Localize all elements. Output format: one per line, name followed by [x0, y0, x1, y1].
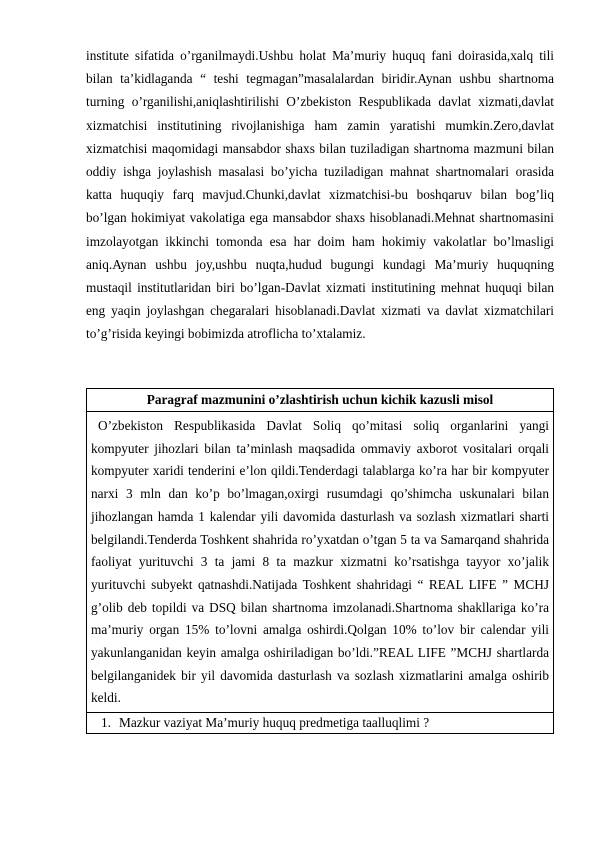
case-study-text: O’zbekiston Respublikasida Davlat Soliq qo’mitasi soliq organlarini yangi kompyuter jihozlari bilan ta’minlash maqsadida ommaviy axborot vositalari orqali kompyuter xaridi tenderini e’lon qildi.Tenderdagi talablarga ko’ra har bir kompyuter narxi 3 mln dan ko’p bo’lmagan,oxirgi rusumdagi qo’shimcha uskunalari bilan jihozlangan hamda 1 kalendar yili davomida dasturlash va sozlash xizmatlari sharti belgilandi.Tenderda Toshkent shahrida ro’yxatdan o’tgan 5 ta va Samarqand shahrida faoliyat yurituvchi 3 ta jami 8 ta mazkur xizmatni ko’rsatishga tayyor xo’jalik yurituvchi subyekt qatnashdi.Natijada Toshkent shahridagi “ REAL LIFE ” MCHJ g’olib deb topildi va DSQ bilan shartnoma imzolanadi.Shartnoma shakllariga ko’ra ma’muriy organ 15% to’lovni amalga oshirdi.Qolgan 10% to’lov bir calendar yili yakunlanganidan keyin amalga oshiriladigan bo’ldi.”REAL LIFE ”MCHJ shartlarda belgilanganidek bir yil davomida dasturlash va sozlash xizmatlarini amalga oshirib keldi.	[87, 412, 553, 713]
main-paragraph: institute sifatida o’rganilmaydi.Ushbu holat Ma’muriy huquq fani doirasida,xalq tili bilan ta’kidlaganda “ teshi tegmagan”masalalardan biridir.Aynan ushbu shartnoma turning o’rganilishi,aniqlashtirilishi O’zbekiston Respublikada davlat xizmati,davlat xizmatchisi institutining rivojlanishiga ham zamin yaratishi mumkin.Zero,davlat xizmatchisi maqomidagi mansabdor shaxs bilan tuziladigan shartnoma mazmuni bilan oddiy ishga joylashish masalasi bo’yicha tuziladigan mahnat shartnomalari orasida katta huquqiy farq mavjud.Chunki,davlat xizmatchisi-bu boshqaruv bilan bog’liq bo’lgan hokimiyat vakolatiga ega mansabdor shaxs hisoblanadi.Mehnat shartnomasini imzolayotgan ikkinchi tomonda esa har doim ham hokimiy vakolatlar bo’lmasligi aniq.Aynan ushbu joy,ushbu nuqta,hudud bugungi kundagi Ma’muriy huquqning mustaqil institutlaridan biri bo’lgan-Davlat xizmati institutining mehnat huquqi bilan eng yaqin joylashgan chegaralari hisoblanadi.Davlat xizmati va davlat xizmatchilari to’g’risida keyingi bobimizda atroflicha to’xtalamiz.	[86, 48, 554, 342]
question-text: Mazkur vaziyat Ma’muriy huquq predmetiga taalluqlimi ?	[119, 715, 430, 731]
case-study-table	[86, 388, 554, 734]
question-number: 1.	[101, 715, 111, 731]
case-question	[87, 713, 553, 733]
case-study-title: Paragraf mazmunini o’zlashtirish uchun kichik kazusli misol	[87, 389, 553, 412]
document-page	[86, 44, 554, 346]
